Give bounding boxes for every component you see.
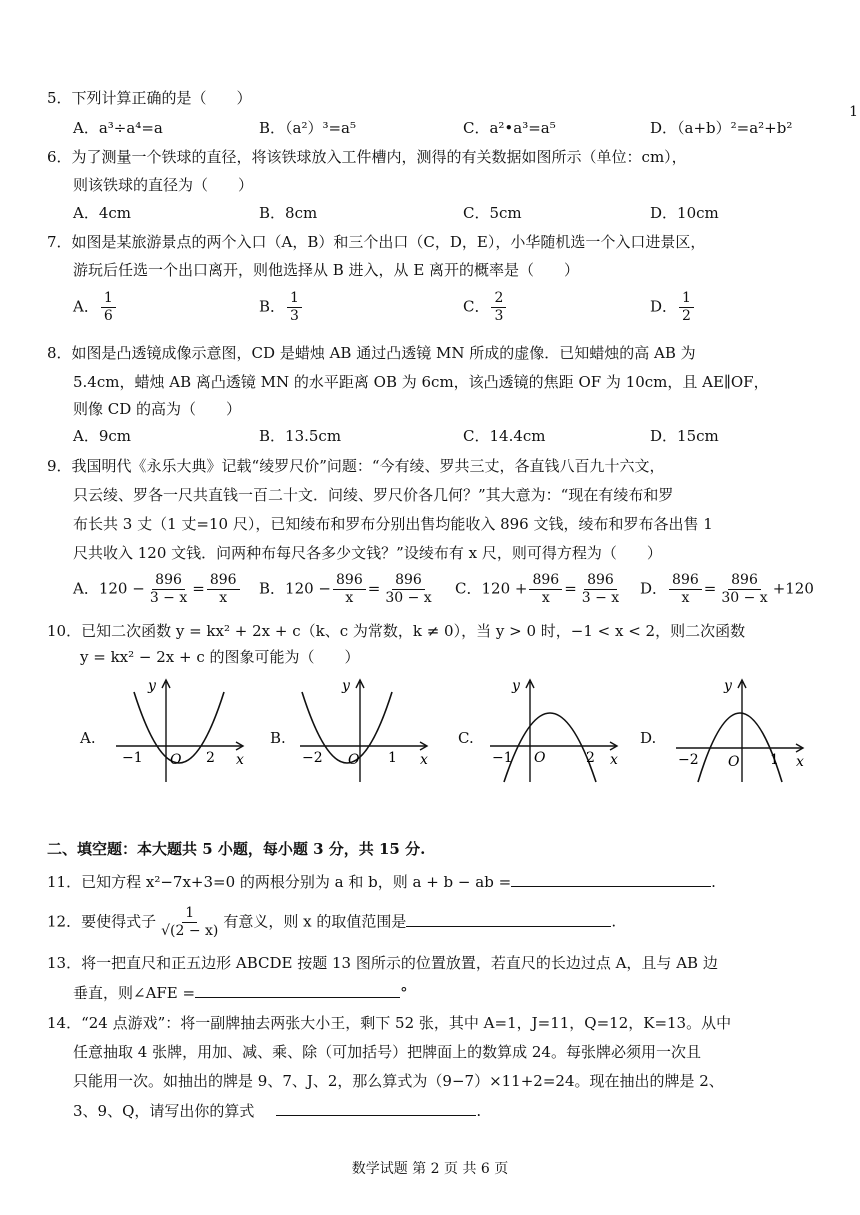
fraction-numerator: 1 [287, 290, 302, 308]
q11-text: 11．已知方程 x²−7x+3=0 的两根分别为 a 和 b，则 a + b − ab = [47, 873, 512, 891]
x-axis-label: x [236, 752, 244, 768]
q8-option-b: B．13.5cm [259, 427, 342, 445]
origin-label: O [348, 752, 360, 768]
fraction-denominator: x [681, 590, 690, 606]
q8-stem-line1: 8．如图是凸透镜成像示意图，CD 是蜡烛 AB 通过凸透镜 MN 所成的虚像．已知蜡烛的高 AB 为 [47, 344, 696, 362]
q8-option-c: C．14.4cm [463, 427, 546, 445]
fraction-numerator: 1 [182, 905, 197, 923]
q13-line2 [73, 981, 408, 1004]
section-heading: 二、填空题：本大题共 5 小题，每小题 3 分，共 15 分. [47, 840, 426, 858]
fraction-denominator: x [541, 590, 550, 606]
q9-stem-line3: 布长共 3 丈（1 丈=10 尺），已知绫布和罗布分别出售均能收入 896 文钱，绫布和罗布各出售 1 [73, 515, 713, 533]
q10-graph-d-label: D. [640, 729, 657, 747]
equals-sign: = [564, 579, 577, 598]
fraction-denominator: 3 [290, 308, 299, 324]
q11-end: . [711, 873, 716, 891]
fraction-numerator: 896 [207, 572, 240, 590]
fraction-numerator: 2 [491, 290, 506, 308]
q10-graph-b-label: B. [270, 729, 286, 747]
q12-pre: 12．要使得式子 [47, 912, 157, 931]
fraction [669, 572, 702, 607]
q10-graph-d [672, 676, 812, 786]
q7-option-d [650, 290, 696, 325]
equation-term: +120 [772, 579, 814, 598]
q12-post: 有意义，则 x 的取值范围是 [223, 912, 407, 931]
fraction-denominator: x [219, 590, 228, 606]
fraction [207, 572, 240, 607]
q11 [47, 870, 716, 893]
option-label: C． [455, 579, 482, 598]
q7-option-c-fraction [491, 290, 506, 325]
q13-answer-blank[interactable] [195, 981, 400, 998]
q10-graph-c-label: C. [458, 729, 474, 747]
q9-stem-line2: 只云绫、罗各一尺共直钱一百二十文．问绫、罗尺价各几何？”其大意为：“现在有绫布和罗 [73, 486, 674, 504]
x-axis-label: x [610, 752, 618, 768]
fraction-numerator: 896 [333, 572, 366, 590]
q9-stem-line4: 尺共收入 120 文钱．问两种布每尺各多少文钱？”设绫布有 x 尺，则可得方程为（ ） [73, 544, 662, 562]
q10-graph-a-label: A. [80, 729, 96, 747]
fraction-numerator: 896 [584, 572, 617, 590]
q12 [47, 905, 616, 940]
fraction-numerator: 896 [529, 572, 562, 590]
equation-term: 120 − [285, 579, 331, 598]
parabola-curve [504, 713, 596, 782]
fraction-numerator: 1 [101, 290, 116, 308]
q9-stem-line1: 9．我国明代《永乐大典》记载“绫罗尺价”问题：“今有绫、罗共三丈，各直钱八百九十六文， [47, 457, 665, 475]
fraction-denominator: x [345, 590, 354, 606]
fraction-denominator: 2 [682, 308, 691, 324]
x-axis-label: x [796, 754, 804, 770]
root-label-right: 2 [206, 750, 215, 766]
equation-term: 120 + [481, 579, 528, 598]
q14-line1: 14．“24 点游戏”：将一副牌抽去两张大小王，剩下 52 张，其中 A=1，J=11，Q=12，K=13。从中 [47, 1014, 732, 1032]
origin-label: O [728, 754, 740, 770]
q6-option-c: C．5cm [463, 204, 522, 222]
root-label-left: −1 [492, 750, 513, 766]
q9-option-d [640, 572, 814, 607]
q14-answer-blank[interactable] [276, 1099, 476, 1116]
fraction-numerator: 1 [679, 290, 694, 308]
q6-stem-line2: 则该铁球的直径为（ ） [73, 176, 254, 194]
q14-text: 3、9、Q，请写出你的算式 [73, 1102, 255, 1120]
y-axis-label: y [148, 678, 156, 694]
fraction-denominator: 30 − x [721, 590, 768, 606]
equals-sign: = [703, 579, 717, 598]
q14-end: . [476, 1102, 482, 1120]
q9-option-c [455, 572, 624, 607]
q7-stem-line1: 7．如图是某旅游景点的两个入口（A，B）和三个出口（C，D，E），小华随机选一个入口进景区， [47, 233, 706, 251]
q5-option-c: C．a²•a³=a⁵ [463, 119, 556, 137]
q12-answer-blank[interactable] [406, 910, 611, 927]
origin-label: O [170, 752, 182, 768]
origin-label: O [534, 750, 546, 766]
y-axis-label: y [342, 678, 350, 694]
equals-sign: = [367, 579, 381, 598]
q6-option-d: D．10cm [650, 204, 719, 222]
y-axis-label: y [512, 678, 520, 694]
q6-stem-line1: 6．为了测量一个铁球的直径，将该铁球放入工件槽内，测得的有关数据如图所示（单位：cm）， [47, 148, 687, 166]
option-label: D． [640, 579, 668, 598]
q14-line4 [73, 1099, 481, 1122]
fraction-denominator: √(2 − x) [161, 923, 219, 939]
q6-option-b: B．8cm [259, 204, 318, 222]
q8-stem-line3: 则像 CD 的高为（ ） [73, 400, 242, 418]
q7-option-a-label: A． [73, 297, 99, 316]
q10-graph-c [486, 676, 626, 786]
equation-term: 120 − [98, 579, 145, 598]
q7-option-b-fraction [287, 290, 302, 325]
q9-option-a [73, 572, 242, 607]
root-label-right: 2 [586, 750, 595, 766]
q7-option-d-label: D． [650, 297, 678, 316]
fraction [382, 572, 434, 607]
q14-line3: 只能用一次。如抽出的牌是 9、7、J、2，那么算式为（9−7）×11+2=24。现在抽出的牌是 2、 [73, 1072, 724, 1090]
q13-line1: 13．将一把直尺和正五边形 ABCDE 按题 13 图所示的位置放置，若直尺的长边过点 A，且与 AB 边 [47, 954, 718, 972]
root-label-right: 1 [388, 750, 397, 766]
fraction-denominator: 30 − x [385, 590, 432, 606]
q7-stem-line2: 游玩后任选一个出口离开，则他选择从 B 进入，从 E 离开的概率是（ ） [73, 261, 580, 279]
q8-stem-line2: 5.4cm，蜡烛 AB 离凸透镜 MN 的水平距离 OB 为 6cm，该凸透镜的焦距 OF 为 10cm，且 AE∥OF， [73, 373, 769, 391]
y-axis-label: y [724, 678, 732, 694]
q12-fraction [158, 905, 221, 940]
fraction [718, 572, 770, 607]
fraction-denominator: 3 − x [581, 590, 620, 606]
root-label-left: −1 [122, 750, 143, 766]
q7-option-a-fraction [101, 290, 116, 325]
q7-option-b-label: B． [259, 297, 286, 316]
q7-option-d-fraction [679, 290, 694, 325]
q6-option-a: A．4cm [73, 204, 132, 222]
fraction [333, 572, 366, 607]
option-label: A． [73, 579, 99, 598]
q13-text: 垂直，则∠AFE = [73, 984, 196, 1002]
option-label: B． [259, 579, 286, 598]
q5-option-d: D．（a+b）²=a²+b² [650, 119, 793, 137]
q10-graph-b [296, 676, 436, 786]
q10-graph-a [112, 676, 252, 786]
q5-option-a: A．a³÷a⁴=a [73, 119, 163, 137]
q8-option-d: D．15cm [650, 427, 719, 445]
q10-stem-line2: y = kx² − 2x + c 的图象可能为（ ） [80, 648, 360, 666]
x-axis-label: x [420, 752, 428, 768]
root-label-left: −2 [678, 752, 699, 768]
q8-option-a: A．9cm [73, 427, 132, 445]
q12-end: . [611, 912, 617, 931]
q11-answer-blank[interactable] [511, 870, 711, 887]
equals-sign: = [192, 579, 205, 598]
q7-option-b [259, 290, 304, 325]
fraction-denominator: 6 [103, 308, 113, 324]
q5-stem: 5．下列计算正确的是（ ） [47, 89, 252, 107]
root-label-right: 1 [770, 752, 779, 768]
fraction-numerator: 896 [392, 572, 425, 590]
edge-mark: 1 [849, 104, 858, 120]
q10-stem-line1: 10．已知二次函数 y = kx² + 2x + c（k、c 为常数，k ≠ 0），当 y > 0 时，−1 < x < 2，则二次函数 [47, 622, 746, 640]
q14-line2: 任意抽取 4 张牌，用加、减、乘、除（可加括号）把牌面上的数算成 24。每张牌必须用一次且 [73, 1043, 701, 1061]
q7-option-c-label: C． [463, 297, 490, 316]
q13-end: ° [400, 984, 408, 1002]
fraction-numerator: 896 [152, 572, 185, 590]
q7-option-a [73, 290, 118, 325]
fraction [579, 572, 622, 607]
fraction [147, 572, 190, 607]
fraction-numerator: 896 [669, 572, 702, 590]
q5-option-b: B．（a²）³=a⁵ [259, 119, 357, 137]
q9-option-b [259, 572, 437, 607]
page-footer: 数学试题 第 2 页 共 6 页 [351, 1161, 509, 1177]
root-label-left: −2 [302, 750, 323, 766]
fraction [529, 572, 562, 607]
fraction-denominator: 3 [494, 308, 504, 324]
q7-option-c [463, 290, 508, 325]
fraction-denominator: 3 − x [149, 590, 188, 606]
fraction-numerator: 896 [728, 572, 761, 590]
